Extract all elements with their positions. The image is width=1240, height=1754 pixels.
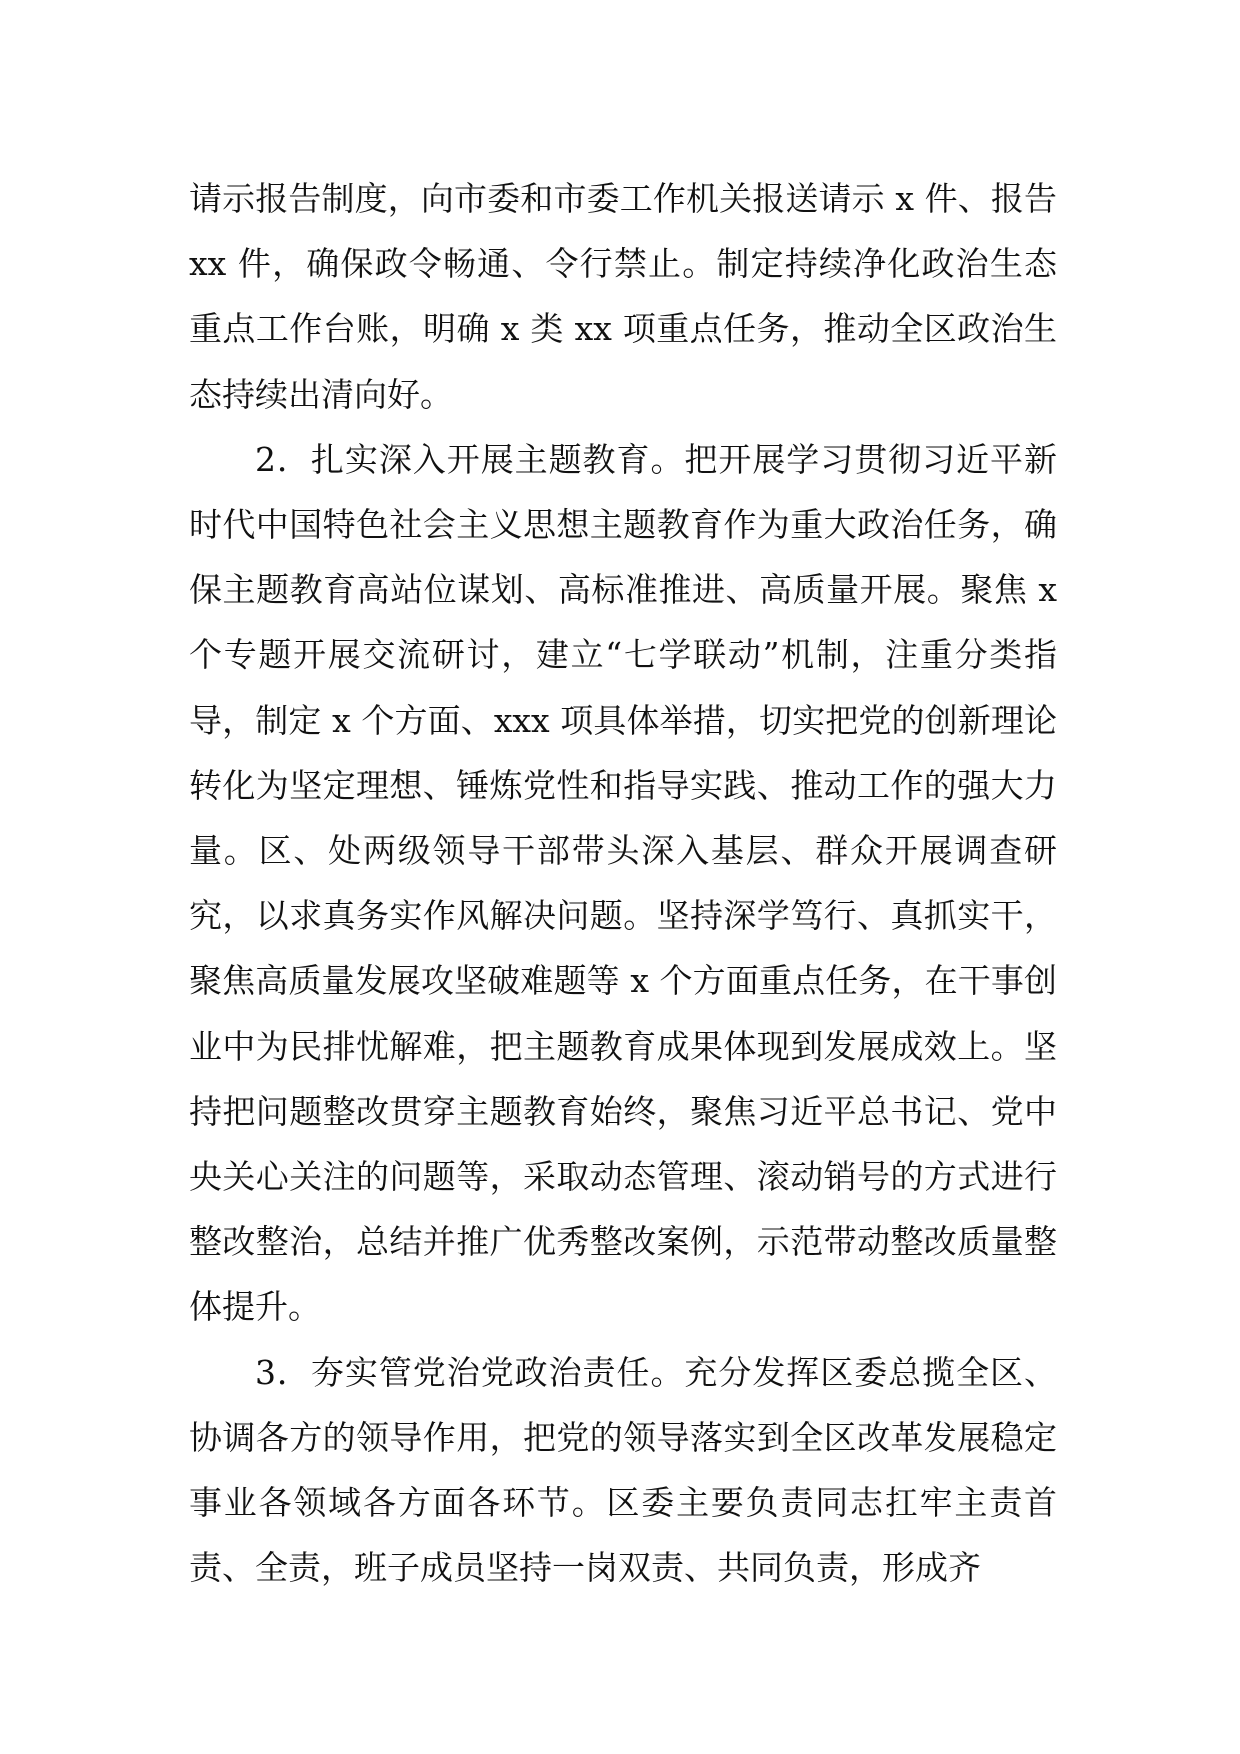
document-body: [189, 166, 1057, 1600]
paragraph-political-ecology: 请示报告制度，向市委和市委工作机关报送请示 x 件、报告 xx 件，确保政令畅通、令行禁止。制定持续净化政治生态重点工作台账，明确 x 类 xx 项重点任务，推动全区政治生态持续出清向好。: [189, 179, 1057, 414]
paragraph-theme-education: 2．扎实深入开展主题教育。把开展学习贯彻习近平新时代中国特色社会主义思想主题教育作为重大政治任务，确保主题教育高站位谋划、高标准推进、高质量开展。聚焦 x 个专题开展交流研讨，建立“七学联动”机制，注重分类指导，制定 x 个方面、xxx 项具体举措，切实把党的创新理论转化为坚定理想、锤炼党性和指导实践、推动工作的强大力量。区、处两级领导干部带头深入基层、群众开展调查研究，以求真务实作风解决问题。坚持深学笃行、真抓实干，聚焦高质量发展攻坚破难题等 x 个方面重点任务，在干事创业中为民排忧解难，把主题教育成果体现到发展成效上。坚持把问题整改贯穿主题教育始终，聚焦习近平总书记、党中央关心关注的问题等，采取动态管理、滚动销号的方式进行整改整治，总结并推广优秀整改案例，示范带动整改质量整体提升。: [189, 439, 1057, 1327]
paragraph-party-responsibility: 3．夯实管党治党政治责任。充分发挥区委总揽全区、协调各方的领导作用，把党的领导落实到全区改革发展稳定事业各领域各方面各环节。区委主要负责同志扛牢主责首责、全责，班子成员坚持一岗双责、共同负责，形成齐: [189, 1352, 1057, 1588]
